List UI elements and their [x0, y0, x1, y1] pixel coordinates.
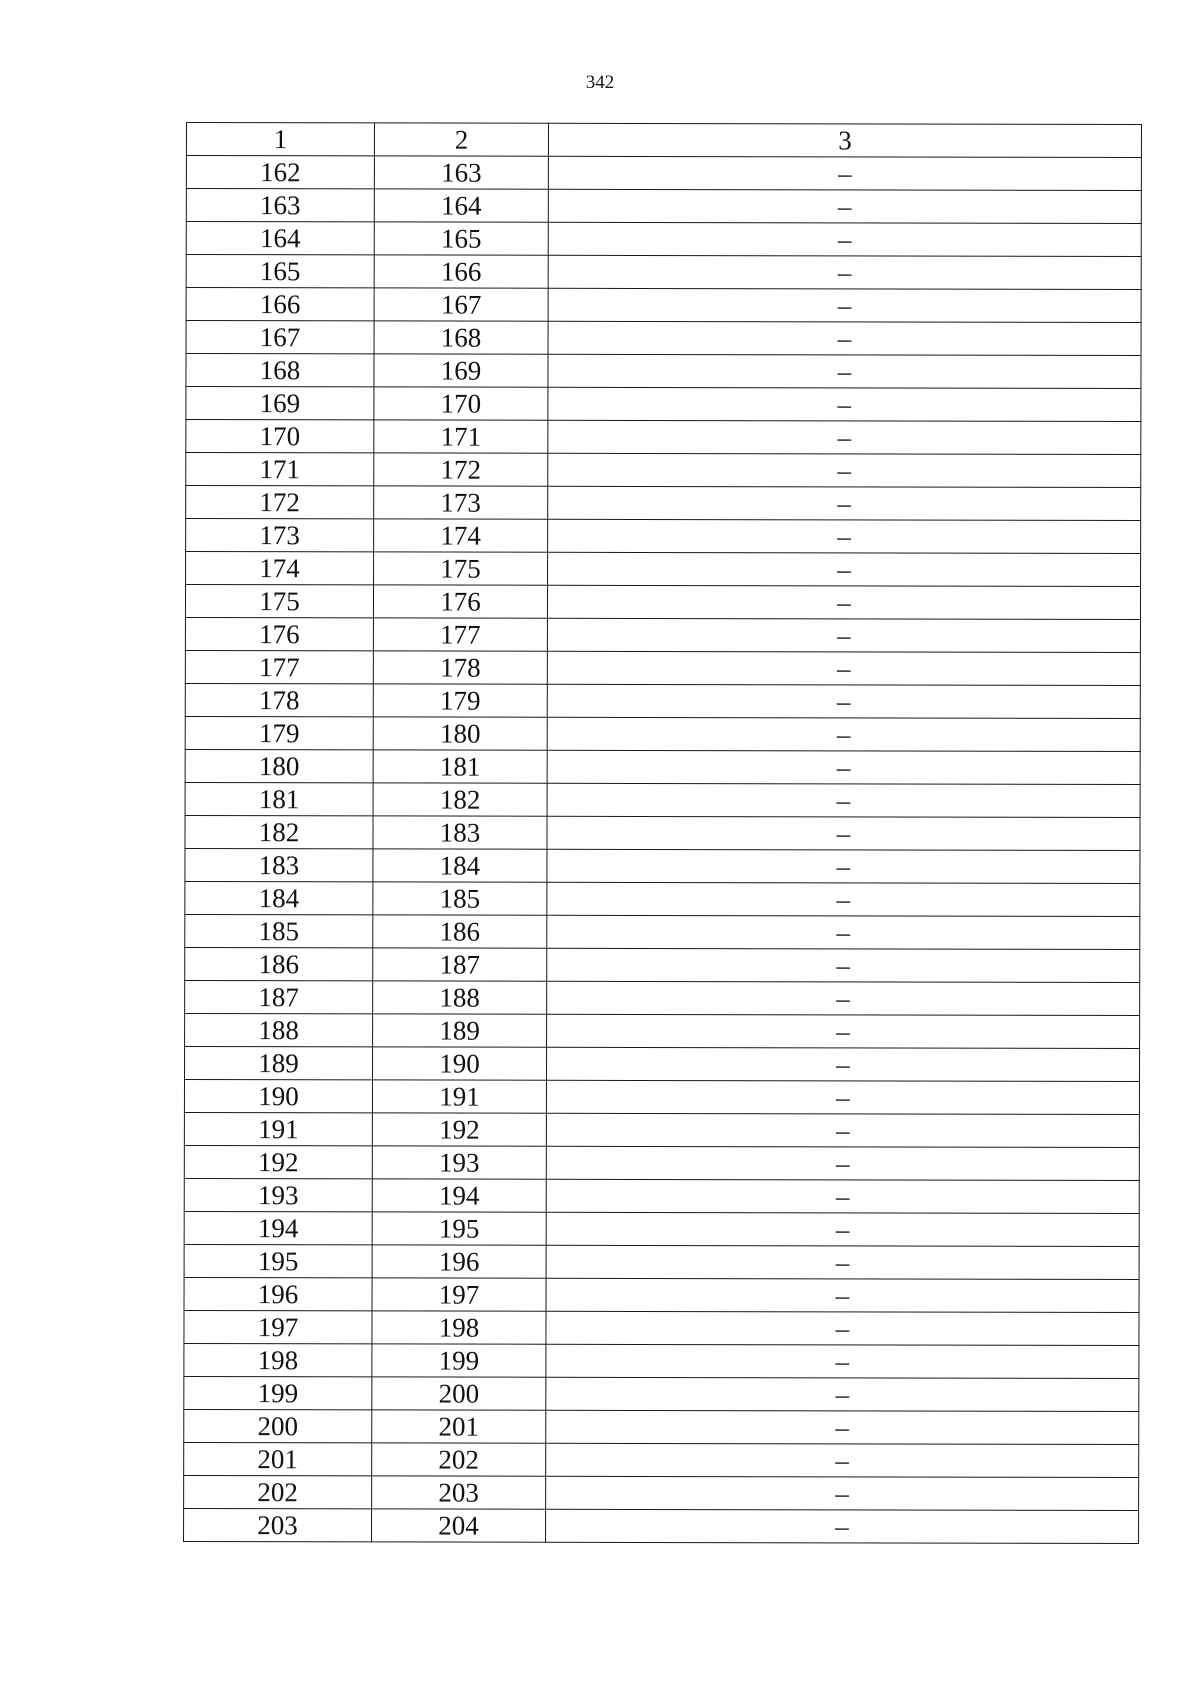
table-cell-col-1: 200 — [184, 1409, 372, 1442]
table-body — [184, 123, 1142, 1544]
page-number: 342 — [585, 72, 615, 93]
table-cell-col-1: 198 — [184, 1343, 372, 1376]
table-cell-col-1: 182 — [185, 815, 373, 848]
table-cell-col-1: 168 — [186, 354, 374, 387]
table-cell-col-1: 184 — [185, 881, 373, 914]
table-cell-col-3: – — [548, 552, 1141, 586]
table-cell-col-3: – — [546, 1047, 1139, 1081]
table-row — [186, 222, 1141, 257]
table-cell-col-2: 163 — [374, 156, 548, 189]
table-cell-col-2: 200 — [372, 1377, 546, 1410]
table-cell-col-2: 177 — [373, 618, 547, 651]
table-row — [185, 815, 1140, 850]
table-cell-col-2: 199 — [372, 1344, 546, 1377]
table-cell-col-1: 174 — [186, 552, 374, 585]
table-cell-col-1: 183 — [185, 848, 373, 881]
table-row — [185, 683, 1140, 718]
table-row — [185, 650, 1140, 685]
table-cell-col-2: 181 — [373, 750, 547, 783]
table-cell-col-1: 203 — [184, 1508, 372, 1541]
table-cell-col-3: – — [548, 486, 1141, 520]
table-cell-col-1: 175 — [185, 585, 373, 618]
table-cell-col-2: 186 — [373, 915, 547, 948]
table-cell-col-3: – — [548, 519, 1141, 553]
table-cell-col-1: 185 — [185, 914, 373, 947]
table-cell-col-1: 197 — [184, 1310, 372, 1343]
table-row — [186, 486, 1141, 521]
table-cell-col-2: 169 — [374, 354, 548, 387]
table-cell-col-3: – — [546, 1113, 1139, 1147]
header-cell-col-3: 3 — [548, 123, 1141, 157]
table-cell-col-3: – — [547, 717, 1140, 751]
table-cell-col-3: – — [546, 1476, 1139, 1510]
table-cell-col-3: – — [546, 1509, 1139, 1543]
table-row — [184, 1442, 1139, 1477]
table-cell-col-2: 196 — [372, 1245, 546, 1278]
table-cell-col-3: – — [546, 1311, 1139, 1345]
table-cell-col-2: 174 — [374, 519, 548, 552]
table-cell-col-3: – — [547, 684, 1140, 718]
table-cell-col-1: 171 — [186, 453, 374, 486]
table-cell-col-2: 176 — [373, 585, 547, 618]
table-row — [184, 1145, 1139, 1180]
table-cell-col-1: 194 — [184, 1211, 372, 1244]
table-cell-col-1: 180 — [185, 749, 373, 782]
table-row — [184, 1508, 1139, 1543]
table-cell-col-1: 163 — [186, 189, 374, 222]
table-row — [186, 387, 1141, 422]
table-cell-col-3: – — [547, 948, 1140, 982]
table-cell-col-1: 167 — [186, 321, 374, 354]
table-cell-col-3: – — [546, 1245, 1139, 1279]
table-cell-col-2: 192 — [372, 1113, 546, 1146]
table-cell-col-3: – — [548, 222, 1141, 256]
table-row — [185, 914, 1140, 949]
table-row — [186, 420, 1141, 455]
table-cell-col-1: 179 — [185, 716, 373, 749]
table-header-row — [186, 123, 1141, 158]
table-cell-col-2: 183 — [373, 816, 547, 849]
table-cell-col-2: 185 — [373, 882, 547, 915]
table-cell-col-2: 182 — [373, 783, 547, 816]
table-cell-col-3: – — [547, 1014, 1140, 1048]
table-row — [184, 1211, 1139, 1246]
table-cell-col-3: – — [547, 816, 1140, 850]
table-cell-col-2: 171 — [374, 420, 548, 453]
table-cell-col-1: 172 — [186, 486, 374, 519]
table-row — [186, 288, 1141, 323]
table-cell-col-2: 166 — [374, 255, 548, 288]
table-cell-col-2: 165 — [374, 222, 548, 255]
table-cell-col-3: – — [546, 1146, 1139, 1180]
table-cell-col-3: – — [548, 156, 1141, 190]
table-cell-col-3: – — [546, 1212, 1139, 1246]
table-cell-col-2: 203 — [372, 1476, 546, 1509]
table-row — [185, 749, 1140, 784]
table-cell-col-3: – — [548, 189, 1141, 223]
table-cell-col-3: – — [548, 420, 1141, 454]
table-cell-col-2: 198 — [372, 1311, 546, 1344]
table-row — [184, 1409, 1139, 1444]
table-cell-col-3: – — [546, 1443, 1139, 1477]
header-cell-col-2: 2 — [374, 123, 548, 156]
table-row — [184, 1178, 1139, 1213]
table-cell-col-1: 192 — [184, 1145, 372, 1178]
table-cell-col-2: 188 — [373, 981, 547, 1014]
table-row — [184, 1376, 1139, 1411]
table-cell-col-2: 193 — [372, 1146, 546, 1179]
table-cell-col-2: 180 — [373, 717, 547, 750]
table-row — [184, 1475, 1139, 1510]
table-cell-col-1: 166 — [186, 288, 374, 321]
table-row — [185, 585, 1140, 620]
table-cell-col-1: 199 — [184, 1376, 372, 1409]
table-cell-col-2: 201 — [372, 1410, 546, 1443]
table-cell-col-3: – — [546, 1179, 1139, 1213]
table-cell-col-2: 175 — [374, 552, 548, 585]
table-row — [186, 552, 1141, 587]
table-row — [185, 782, 1140, 817]
table-row — [186, 453, 1141, 488]
table-cell-col-1: 202 — [184, 1475, 372, 1508]
table-cell-col-2: 187 — [373, 948, 547, 981]
table-row — [185, 881, 1140, 916]
table-cell-col-3: – — [546, 1377, 1139, 1411]
table-cell-col-1: 191 — [184, 1112, 372, 1145]
table-row — [184, 1310, 1139, 1345]
table-cell-col-3: – — [548, 453, 1141, 487]
table-cell-col-1: 164 — [186, 222, 374, 255]
table-cell-col-2: 190 — [372, 1047, 546, 1080]
table-cell-col-1: 170 — [186, 420, 374, 453]
table-cell-col-2: 172 — [374, 453, 548, 486]
table-row — [186, 156, 1141, 191]
table-row — [184, 1343, 1139, 1378]
header-cell-col-1: 1 — [186, 123, 374, 156]
table-row — [186, 321, 1141, 356]
table-row — [186, 189, 1141, 224]
table-cell-col-2: 184 — [373, 849, 547, 882]
table-cell-col-2: 195 — [372, 1212, 546, 1245]
table-cell-col-1: 173 — [186, 519, 374, 552]
table-row — [185, 617, 1140, 652]
table-row — [185, 1013, 1140, 1048]
table-cell-col-1: 187 — [185, 980, 373, 1013]
table-cell-col-3: – — [547, 849, 1140, 883]
table-cell-col-3: – — [548, 321, 1141, 355]
table-cell-col-1: 190 — [184, 1079, 372, 1112]
table-row — [185, 848, 1140, 883]
table-cell-col-3: – — [547, 783, 1140, 817]
table-cell-col-3: – — [547, 585, 1140, 619]
table-row — [184, 1112, 1139, 1147]
table-row — [185, 947, 1140, 982]
table-cell-col-1: 196 — [184, 1277, 372, 1310]
table-cell-col-3: – — [547, 651, 1140, 685]
table-cell-col-1: 195 — [184, 1244, 372, 1277]
table-cell-col-2: 204 — [372, 1509, 546, 1542]
table-cell-col-1: 201 — [184, 1442, 372, 1475]
table-cell-col-1: 165 — [186, 255, 374, 288]
table-cell-col-3: – — [548, 387, 1141, 421]
table-row — [184, 1046, 1139, 1081]
table-cell-col-2: 178 — [373, 651, 547, 684]
table-cell-col-3: – — [548, 354, 1141, 388]
table-cell-col-3: – — [546, 1278, 1139, 1312]
table-row — [186, 519, 1141, 554]
table-cell-col-3: – — [546, 1410, 1139, 1444]
table-cell-col-1: 186 — [185, 947, 373, 980]
table-cell-col-2: 202 — [372, 1443, 546, 1476]
table-row — [185, 716, 1140, 751]
table-row — [186, 354, 1141, 389]
table-cell-col-1: 193 — [184, 1178, 372, 1211]
table-row — [184, 1244, 1139, 1279]
table-row — [184, 1277, 1139, 1312]
table-cell-col-2: 164 — [374, 189, 548, 222]
table-cell-col-1: 176 — [185, 617, 373, 650]
table-cell-col-1: 188 — [185, 1013, 373, 1046]
table-cell-col-1: 189 — [184, 1046, 372, 1079]
table-row — [186, 255, 1141, 290]
table-cell-col-2: 194 — [372, 1179, 546, 1212]
table-cell-col-2: 197 — [372, 1278, 546, 1311]
table-cell-col-1: 162 — [186, 156, 374, 189]
table-cell-col-1: 169 — [186, 387, 374, 420]
table-cell-col-3: – — [546, 1344, 1139, 1378]
data-table — [183, 122, 1142, 1544]
table-cell-col-3: – — [547, 882, 1140, 916]
table-cell-col-3: – — [547, 750, 1140, 784]
table-cell-col-2: 179 — [373, 684, 547, 717]
table-cell-col-3: – — [547, 915, 1140, 949]
table-cell-col-3: – — [548, 255, 1141, 289]
table-row — [184, 1079, 1139, 1114]
table-cell-col-1: 178 — [185, 683, 373, 716]
table-cell-col-3: – — [546, 1080, 1139, 1114]
table-cell-col-3: – — [548, 288, 1141, 322]
table-row — [185, 980, 1140, 1015]
table-cell-col-1: 181 — [185, 782, 373, 815]
table-cell-col-1: 177 — [185, 650, 373, 683]
table-cell-col-2: 168 — [374, 321, 548, 354]
table-cell-col-3: – — [547, 618, 1140, 652]
table-cell-col-2: 189 — [373, 1014, 547, 1047]
table-cell-col-2: 167 — [374, 288, 548, 321]
table-cell-col-2: 173 — [374, 486, 548, 519]
table-cell-col-2: 170 — [374, 387, 548, 420]
table-cell-col-3: – — [547, 981, 1140, 1015]
table-cell-col-2: 191 — [372, 1080, 546, 1113]
